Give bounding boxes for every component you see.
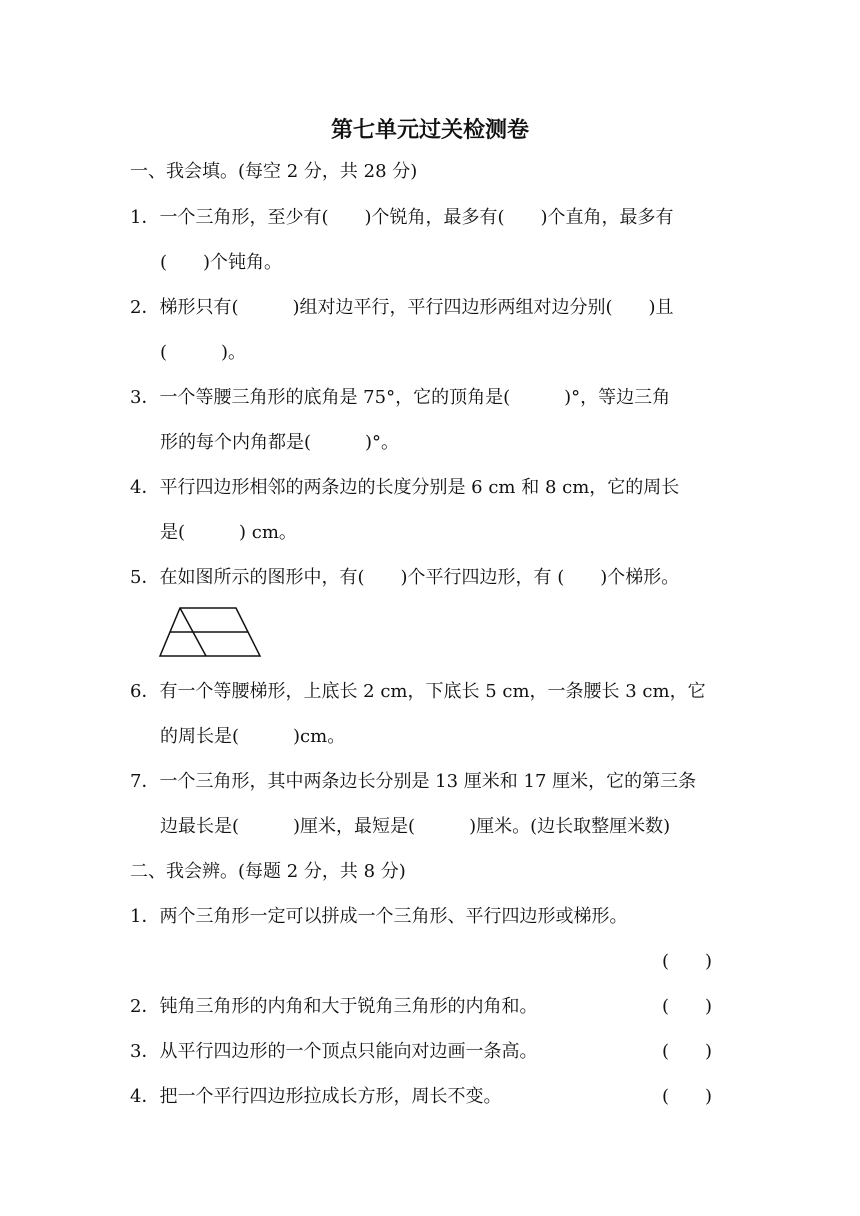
q7-line1: 7．一个三角形，其中两条边长分别是 13 厘米和 17 厘米，它的第三条 (130, 771, 697, 792)
page-title: 第七单元过关检测卷 (330, 118, 529, 143)
q7-line2: 边最长是( )厘米，最短是( )厘米。(边长取整厘米数) (160, 816, 671, 837)
judge-item-1-text: 1．两个三角形一定可以拼成一个三角形、平行四边形或梯形。 (130, 906, 628, 927)
judge-item-4-text: 4．把一个平行四边形拉成长方形，周长不变。 (130, 1086, 502, 1107)
section2-heading: 二、我会辨。(每题 2 分，共 8 分) (130, 861, 406, 882)
q2-line2: ( )。 (160, 342, 247, 363)
q1-line1: 1．一个三角形，至少有( )个锐角，最多有( )个直角，最多有 (130, 207, 674, 228)
q3-line2: 形的每个内角都是( )°。 (160, 432, 400, 453)
q6-line2: 的周长是( )cm。 (160, 726, 346, 747)
judge-item-3-answer[interactable]: ( ) (662, 1041, 713, 1062)
trapezoid-figure (158, 606, 262, 658)
q4-line1: 4．平行四边形相邻的两条边的长度分别是 6 cm 和 8 cm，它的周长 (130, 477, 680, 498)
judge-item-2-answer[interactable]: ( ) (662, 996, 713, 1017)
judge-item-3-text: 3．从平行四边形的一个顶点只能向对边画一条高。 (130, 1041, 538, 1062)
q6-line1: 6．有一个等腰梯形，上底长 2 cm，下底长 5 cm，一条腰长 3 cm，它 (130, 681, 706, 702)
judge-item-1-answer[interactable]: ( ) (662, 951, 713, 972)
q3-line1: 3．一个等腰三角形的底角是 75°，它的顶角是( )°，等边三角 (130, 387, 671, 408)
q4-line2: 是( ) cm。 (160, 522, 297, 543)
q5-line1: 5．在如图所示的图形中，有( )个平行四边形，有 ( )个梯形。 (130, 567, 680, 588)
q2-line1: 2．梯形只有( )组对边平行，平行四边形两组对边分别( )且 (130, 297, 674, 318)
section1-heading: 一、我会填。(每空 2 分，共 28 分) (130, 161, 418, 182)
q1-line2: ( )个钝角。 (160, 252, 283, 273)
judge-item-2-text: 2．钝角三角形的内角和大于锐角三角形的内角和。 (130, 996, 538, 1017)
judge-item-4-answer[interactable]: ( ) (662, 1086, 713, 1107)
